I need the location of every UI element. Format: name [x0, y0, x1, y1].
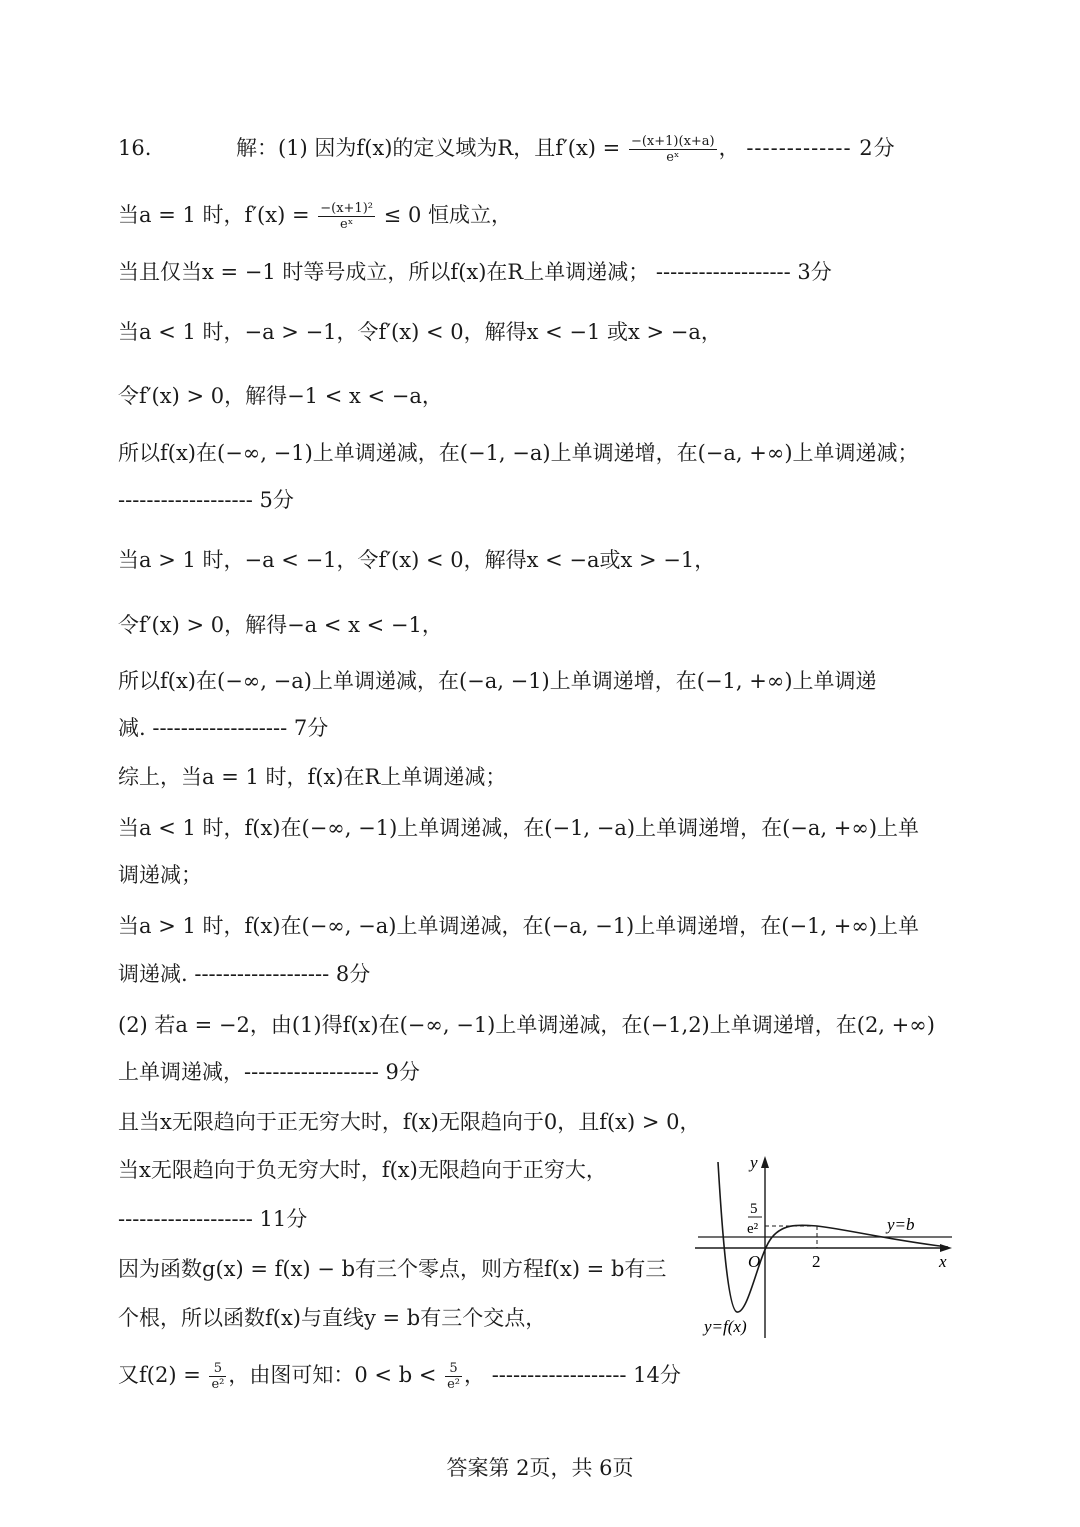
solution-line-3: 当且仅当x = −1 时等号成立，所以f(x)在R上单调递减； ------------------- 3分 [118, 260, 832, 284]
solution-line-1: 解：(1) 因为f(x)的定义域为R，且f′(x) = $\frac{-(x+1)(x+a)}{\text{eˣ}}$ ， ------------- 2分 [236, 134, 896, 165]
derivative-fraction-a1: $\frac{\text{−(x+1)²}}{\text{eˣ}}$ [320, 201, 373, 232]
b-bound-fraction: $\frac{5}{\text{e²}}$ [447, 1361, 461, 1392]
x-tick-label: 2 [812, 1252, 821, 1271]
y-axis-label: y [750, 1153, 758, 1172]
solution-line-14: 调递减； [118, 863, 202, 887]
f2-value-fraction: $\frac{5}{\text{e²}}$ [211, 1361, 225, 1392]
y-tick-numerator: 5 [750, 1201, 758, 1217]
solution-line-16: 调递减. ------------------- 8分 [118, 962, 371, 986]
curve-label: y=f(x) [704, 1317, 747, 1336]
solution-line-15: 当a > 1 时，f(x)在(−∞, −a)上单调递减，在(−a, −1)上单调递增，在(−1, +∞)上单 [118, 914, 920, 938]
solution-line-9: 令f′(x) > 0，解得−a < x < −1， [118, 613, 443, 637]
solution-line-17: (2) 若a = −2，由(1)得f(x)在(−∞, −1)上单调递减，在(−1,2)上单调递增，在(2, +∞) [118, 1013, 935, 1037]
solution-line-12: 综上，当a = 1 时，f(x)在R上单调递减； [118, 765, 507, 789]
solution-line-7: ------------------- 5分 [118, 488, 294, 512]
solution-line-19: 且当x无限趋向于正无穷大时，f(x)无限趋向于0，且f(x) > 0， [118, 1110, 701, 1134]
y-axis-arrow-icon [761, 1156, 769, 1168]
solution-line-23: 个根，所以函数f(x)与直线y = b有三个交点， [118, 1306, 547, 1330]
solution-line-5: 令f′(x) > 0，解得−1 < x < −a， [118, 384, 443, 408]
solution-line-6: 所以f(x)在(−∞, −1)上单调递减，在(−1, −a)上单调递增，在(−a, +∞)上单调递减； [118, 441, 919, 465]
score-2: ------------- 2分 [746, 136, 896, 160]
solution-line-2: 当a = 1 时，f′(x) = $\frac{\text{−(x+1)²}}{\text{eˣ}}$ ≤ 0 恒成立， [118, 201, 512, 232]
solution-line-22: 因为函数g(x) = f(x) − b有三个零点，则方程f(x) = b有三 [118, 1257, 667, 1281]
line-y-b-label: y=b [887, 1215, 915, 1234]
solution-line-8: 当a > 1 时，−a < −1，令f′(x) < 0，解得x < −a或x > −1， [118, 548, 716, 572]
problem-number: 16. [118, 136, 152, 160]
page-footer: 答案第 2页，共 6页 [446, 1456, 634, 1480]
solution-line-20: 当x无限趋向于负无穷大时，f(x)无限趋向于正穷大， [118, 1158, 607, 1182]
line-1-text: 解：(1) 因为f(x)的定义域为R，且f′(x) = [236, 136, 621, 160]
solution-line-18: 上单调递减，------------------- 9分 [118, 1060, 420, 1084]
origin-label: O [748, 1252, 761, 1271]
solution-line-21: ------------------- 11分 [118, 1207, 308, 1231]
solution-line-11: 减. ------------------- 7分 [118, 716, 329, 740]
x-axis-arrow-icon [940, 1244, 952, 1252]
solution-line-13: 当a < 1 时，f(x)在(−∞, −1)上单调递减，在(−1, −a)上单调递增，在(−a, +∞)上单 [118, 816, 920, 840]
solution-line-4: 当a < 1 时，−a > −1，令f′(x) < 0，解得x < −1 或x > −a， [118, 320, 722, 344]
solution-line-24: 又f(2) = $\frac{5}{\text{e²}}$ ，由图可知：0 < b < $\frac{5}{\text{e²}}$ ， ------------------- 14分 [118, 1361, 681, 1392]
solution-line-10: 所以f(x)在(−∞, −a)上单调递减，在(−a, −1)上单调递增，在(−1, +∞)上单调递 [118, 669, 877, 693]
derivative-fraction: $\frac{-(x+1)(x+a)}{\text{eˣ}}$ [630, 134, 715, 165]
y-tick-denominator: e² [747, 1221, 759, 1237]
function-graph [690, 1150, 960, 1345]
x-axis-label: x [939, 1252, 947, 1271]
